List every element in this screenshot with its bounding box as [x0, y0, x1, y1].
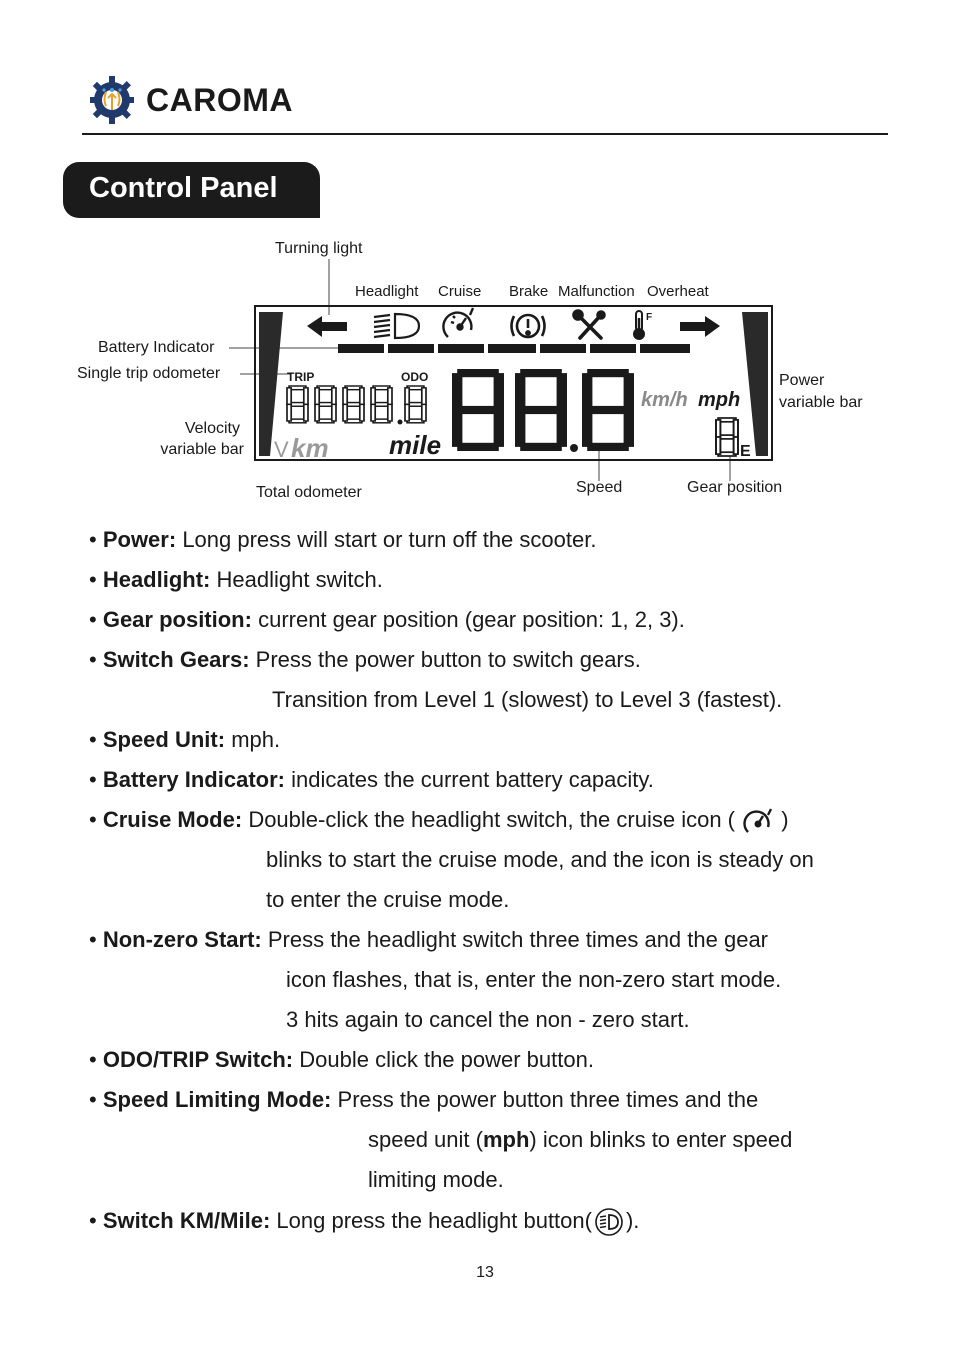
overheat-icon: [634, 311, 644, 339]
battery-segment: [388, 344, 434, 353]
control-panel-diagram: [0, 0, 970, 520]
km-unit: km: [291, 433, 329, 463]
label-battery-indicator: Battery Indicator: [98, 339, 215, 356]
speed-digits: [452, 369, 634, 451]
brand-name: CAROMA: [146, 82, 293, 118]
bullet-power: • Power: Long press will start or turn off the scooter.: [89, 527, 597, 552]
bullet-non-zero-start-cont2: 3 hits again to cancel the non - zero start.: [286, 1007, 690, 1032]
label-gear-position: Gear position: [687, 479, 783, 496]
battery-indicator-bar: [338, 344, 690, 353]
label-brake: Brake: [509, 283, 549, 300]
malfunction-icon: [574, 311, 604, 338]
label-power-bar-line1: Power: [779, 372, 825, 389]
bullet-speed-limiting-mode-cont2: limiting mode.: [368, 1167, 504, 1192]
mph-unit: mph: [698, 389, 741, 411]
bullet-odo-trip-switch: • ODO/TRIP Switch: Double click the power button.: [89, 1047, 594, 1072]
left-turn-arrow-icon: [307, 316, 347, 337]
bullet-battery-indicator: • Battery Indicator: indicates the current battery capacity.: [89, 767, 654, 792]
bullet-switch-gears: • Switch Gears: Press the power button to switch gears.: [89, 647, 641, 672]
page-number: 13: [476, 1264, 494, 1281]
right-turn-arrow-icon: [680, 316, 720, 337]
overheat-f-letter: F: [646, 312, 653, 323]
brake-icon: [512, 315, 545, 337]
cruise-inline-icon: [741, 807, 775, 835]
label-velocity-bar-line1: Velocity: [184, 420, 240, 437]
odometer-digits: [287, 386, 426, 423]
odo-label: ODO: [401, 370, 429, 384]
bullet-speed-limiting-mode-cont1: speed unit (mph) icon blinks to enter speed: [368, 1127, 793, 1152]
battery-segment: [540, 344, 586, 353]
gear-e-letter: E: [740, 443, 751, 460]
battery-segment: [640, 344, 690, 353]
bullet-speed-unit: • Speed Unit: mph.: [89, 727, 281, 752]
label-power-bar-line2: variable bar: [779, 394, 863, 411]
bullet-cruise-mode-cont2: to enter the cruise mode.: [266, 887, 510, 912]
headlight-button-inline-icon: [592, 1207, 626, 1237]
bullet-non-zero-start: • Non-zero Start: Press the headlight switch three times and the gear: [89, 927, 769, 952]
label-overheat: Overheat: [647, 283, 709, 300]
cruise-icon: [443, 308, 473, 337]
battery-segment: [338, 344, 384, 353]
battery-segment: [488, 344, 536, 353]
kmh-unit: km/h: [641, 389, 688, 411]
velocity-v-letter: V: [274, 437, 289, 462]
label-single-trip-odometer: Single trip odometer: [77, 365, 221, 382]
velocity-variable-bar: [259, 312, 283, 456]
bullet-gear-position: • Gear position: current gear position (gear position: 1, 2, 3).: [89, 607, 685, 632]
gear-digit: [716, 418, 738, 456]
label-total-odometer: Total odometer: [256, 484, 362, 501]
bullet-switch-gears-cont: Transition from Level 1 (slowest) to Level 3 (fastest).: [272, 687, 783, 712]
trip-label: TRIP: [287, 370, 315, 384]
label-velocity-bar-line2: variable bar: [160, 441, 244, 458]
bullet-cruise-mode: • Cruise Mode: Double-click the headlight switch, the cruise icon ( ): [89, 807, 789, 835]
bullet-switch-km-mile: • Switch KM/Mile: Long press the headlight button( ).: [89, 1207, 639, 1237]
headlight-icon: [374, 314, 419, 338]
battery-segment: [438, 344, 484, 353]
label-headlight: Headlight: [355, 283, 419, 300]
bullet-cruise-mode-cont1: blinks to start the cruise mode, and the icon is steady on: [266, 847, 814, 872]
speed-decimal-point: [570, 444, 578, 452]
bullet-non-zero-start-cont1: icon flashes, that is, enter the non-zero start mode.: [286, 967, 782, 992]
label-speed: Speed: [576, 479, 623, 496]
power-variable-bar: [742, 312, 768, 456]
label-cruise: Cruise: [438, 283, 482, 300]
label-malfunction: Malfunction: [558, 283, 635, 300]
bullet-headlight: • Headlight: Headlight switch.: [89, 567, 383, 592]
mile-unit: mile: [389, 430, 442, 460]
odometer-decimal-point: [398, 420, 403, 425]
battery-segment: [590, 344, 636, 353]
label-turning-light: Turning light: [275, 240, 363, 257]
section-title: Control Panel: [89, 172, 278, 204]
bullet-speed-limiting-mode: • Speed Limiting Mode: Press the power button three times and the: [89, 1087, 759, 1112]
